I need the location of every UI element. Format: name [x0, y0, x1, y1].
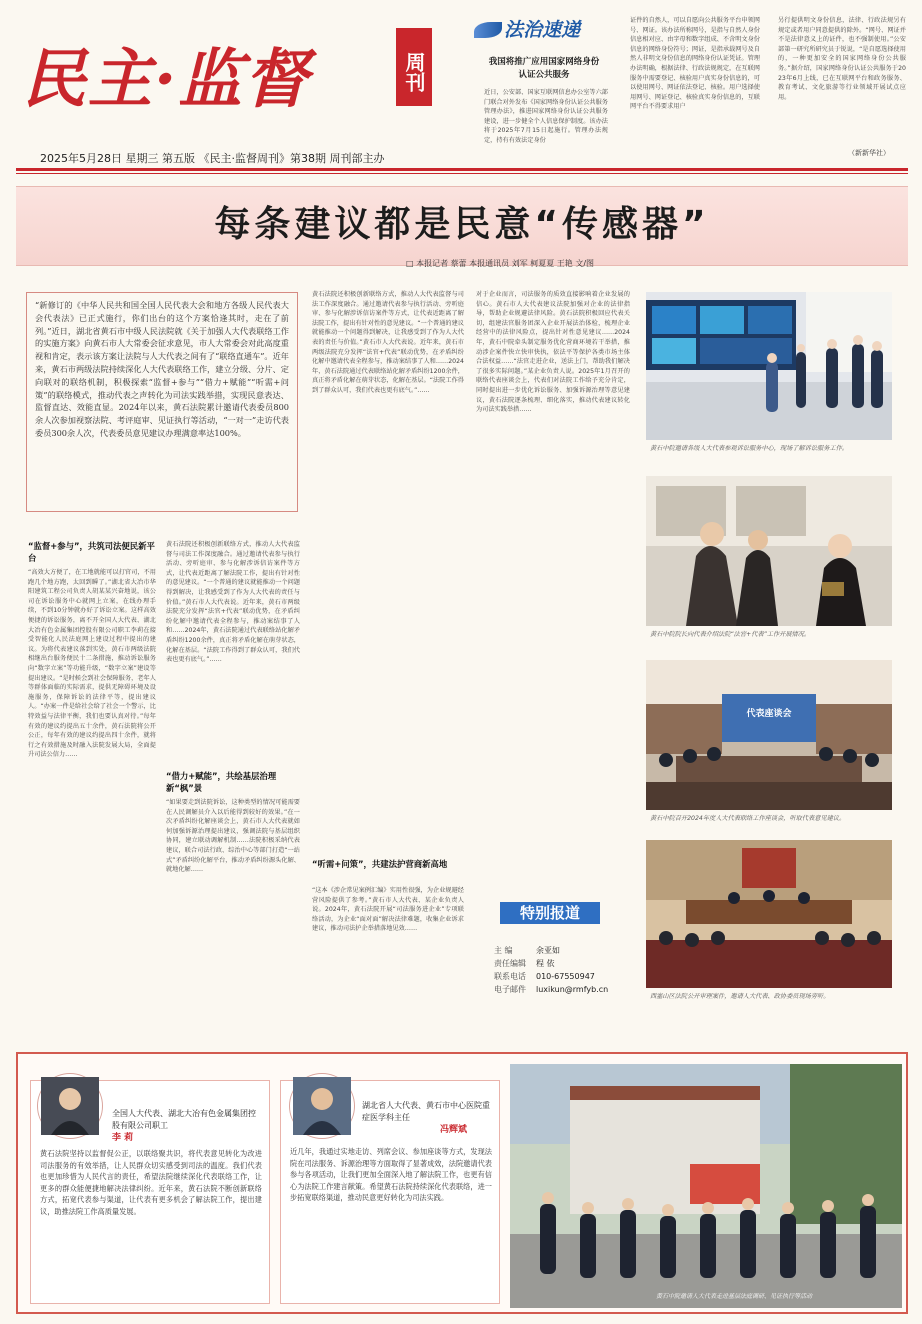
photo-symposium-image: [646, 660, 892, 810]
photo-field-visit-image: [510, 1064, 902, 1308]
feature-title: 每条建议都是民意“传感器”: [214, 204, 710, 245]
profile-left-name: 李 莉: [112, 1133, 134, 1143]
news-column-1: 近日，公安部、国家互联网信息办公室等六部门联合对外发布《国家网络身份认证公共服务管理办法》，推进国家网络身份认证公共服务建设，进一步健全个人信息保护制度。该办法将于2025年7月15日起施行。管理办法规定，持有有效法定身份: [484, 89, 608, 144]
profile-left-quote: 黄石法院坚持以监督促公正，以联络聚共识，将代表意见转化为改进司法服务的有效举措，让人民群众切实感受到司法的温度。我们代表也更加珍惜为人民代言的责任，希望法院继续深化代表联络工作，让更多的群众能便捷地解决法律纠纷。近年来，黄石法院不断创新联络方式，拓宽代表参与渠道，让代表有更多机会了解法院工作，提出建议，助推法院工作高质量发展。: [40, 1149, 262, 1216]
masthead-title: 民主·监督: [22, 42, 311, 117]
section-3-title: “听需+问策”，共建法护营商新高地: [312, 859, 448, 869]
photo-field-visit: [510, 1064, 902, 1308]
photo-court-hearing: [646, 840, 892, 988]
lead-box: [26, 292, 298, 512]
caption-photo-4: 西塞山区法院公开审理案件，邀请人大代表、政协委员现场旁听。: [650, 993, 830, 1000]
avatar-left: [38, 1074, 102, 1138]
news-section-header: [474, 16, 614, 44]
avatar-right: [290, 1074, 354, 1138]
feature-column-4: 对于企业而言，司法服务的质效直接影响着企业发展的信心。黄石市人大代表建议法院加强对企业的法律指导，帮助企业规避法律风险。黄石法院积极回应代表关切，组建法官服务团深入企业开展法治体检，梳理企业经营中的法律风险点，提出针对性意见建议……2024年，黄石中院牵头制定服务优化营商环境若干举措，推动涉企案件快立快审快执，依法平等保护各类市场主体合法权益……“法官走进企业，送法上门，帮助我们解决了很多实际问题。”某企业负责人说。2025年1月召开的联络代表座谈会上，代表们对法院工作给予充分肯定，同时提出进一步优化诉讼服务、加强诉源治理等意见建议，黄石法院逐条梳理、细化落实，推动代表建议转化为司法实践举措……: [476, 291, 630, 414]
contact-editor: 主 编 余亚如: [494, 946, 560, 955]
profile-left-title: 全国人大代表、湖北大冶有色金属集团控股有限公司职工: [112, 1109, 256, 1130]
news-section-label: 法治速递: [504, 19, 581, 41]
section-3-text: “这本《涉企常见案例汇编》实用性很强，为企业规避经营风险提供了参考。”黄石市人大代表、某企业负责人说。2024年，黄石法院开展“司法服务进企业”专项联络活动，为企业“面对面”解决法律难题，收集企业诉求建议，推动司法护企举措落地见效……: [312, 887, 464, 933]
swoosh-icon: [474, 22, 502, 38]
feature-byline: □ 本报记者 蔡蕾 本报通讯员 刘军 柯夏夏 王艳 文/图: [405, 259, 595, 268]
news-column-3: 另行提供明文身份信息，法律、行政法规另有规定或者用户同意提供的除外。“网号、网证并不是法律意义上的证件，也不强制使用。”公安部第一研究所研究员于锐说，“是自愿选择使用的，一种更加安全的国家网络身份公共服务。”据介绍，国家网络身份认证公共服务于2023年6月上线，已在互联网平台和政务服务、教育考试、文化旅游等行业领域开展试点应用。: [778, 17, 906, 101]
caption-photo-2: 黄石中院院长向代表介绍法院“法官+代表”工作开展情况。: [650, 631, 811, 638]
symposium-screen-label: 代表座谈会: [746, 709, 792, 719]
top-rule: [16, 168, 908, 171]
lead-paragraph: “新修订的《中华人民共和国全国人民代表大会和地方各级人民代表大会代表法》已正式施行，你们出台的这个方案恰逢其时，走在了前列。”近日，湖北省黄石市中级人民法院就《关于加强人大代表联络工作的实施方案》向黄石市人大常委会征求意见，市人大常委会对此高度重视和肯定，表示该方案让法院与人大代表之间有了“联络直通车”。近年来，黄石市两级法院持续深化人大代表联络工作，建立分级、分片、定向联对的联络机制，积极探索“监督+参与”“借力+赋能”“听需+问策”的联络模式，推动代表之声转化为司法实践举措，实现民意表达、监督直达、效能直显。2024年以来，黄石法院累计邀请代表委员800余人次参加视察法院、考评庭审、见证执行等活动，“一对一”走访代表委员300余人次，代表委员意见建议办理满意率达100%。: [35, 300, 289, 438]
photo-judge-introduction-image: [646, 476, 892, 626]
weekly-badge: 周刊: [396, 28, 432, 106]
section-2-title: “借力+赋能”，共绘基层治理新“枫”景: [166, 771, 277, 793]
news-source: （新新华社）: [848, 149, 890, 157]
caption-photo-1: 黄石中院邀请各级人大代表参观诉讼服务中心，现场了解诉讼服务工作。: [650, 445, 848, 452]
photo-court-hearing-image: [646, 840, 892, 988]
section-2-text: “如果要走到法院诉讼，这种类型的情况可能需要在人民调解员介入以后能得到较好的效果。”在一次矛盾纠纷化解座谈会上，黄石市人大代表就如何加强诉源治理提出建议，强调法院与基层组织协同，建立联动调解机制……法院积极采纳代表建议，联合司法行政、综治中心等部门打造“一站式”矛盾纠纷化解平台，推动矛盾纠纷源头化解、就地化解……: [166, 799, 300, 874]
section-1-text: “高效大方便了，在工地就能可以打官司，不用跑几个地方跑，太回到瞬了。”湖北省大冶市华阳建筑工程公司负责人胡某某兴奋地说，该公司在诉讼服务中心就网上立案，在线办理手续，不到10分钟就办好了诉讼立案。这样高效便捷的诉讼服务，离不开全国人大代表、湖北大冶有色金属集团控股有限公司职工李莉在接受智能化人民法庭网上建设过程中提出的建议。为将代表建议落到实处，黄石市两级法院相继出台服务便民十二条措施，推动诉讼服务向“数字立案”等功能升级，“数字立案”建设等提出建议。“是时候会到社会保障服务，老年人等群体面临的实际需求，提供无障碍环境及设施服务，保障诉讼的法律平等，提出建议人。“办案一件是给社会给了社会一个警示，比特效益与法律平衡，我们也要认真对待。”每年有效的建议约提出五十余件，黄石法院将公开公正，每年有效的建议约提出四十余件，就将行之有效措施及时融入法院发展大局，全面提升司法公信力……: [28, 569, 156, 759]
top-rule-thin: [16, 173, 908, 174]
contact-responsible-editor: 责任编辑 程 依: [494, 959, 555, 968]
contact-info: [494, 944, 640, 996]
section-1-continued: 黄石法院还积极创新联络方式，推动人大代表监督与司法工作深度融合。通过邀请代表参与执行活动、旁听庭审、参与化解涉诉信访案件等方式，让代表近距离了解法院工作，提出有针对性的意见建议。“一个普通的建议就能推动一个问题得到解决，让我感受到了作为人大代表的责任与价值。”黄石市人大代表说。近年来，黄石市两级法院充分发挥“法官+代表”联动优势，在矛盾纠纷化解中邀请代表全程参与，推动案结事了人和……2024年，黄石法院通过代表联络站化解矛盾纠纷1200余件，真正将矛盾化解在萌芽状态，化解在基层。“法院工作得到了群众认可，我们代表也更有底气。”……: [166, 541, 300, 664]
feature-column-3: 黄石法院还积极创新联络方式，推动人大代表监督与司法工作深度融合。通过邀请代表参与执行活动、旁听庭审、参与化解涉诉信访案件等方式，让代表近距离了解法院工作，提出有针对性的意见建议。“一个普通的建议就能推动一个问题得到解决，让我感受到了作为人大代表的责任与价值。”黄石市人大代表说。近年来，黄石市两级法院充分发挥“法官+代表”联动优势，在矛盾纠纷化解中邀请代表全程参与，推动案结事了人和……2024年，黄石法院通过代表联络站化解矛盾纠纷1200余件，真正将矛盾化解在萌芽状态，化解在基层。“法院工作得到了群众认可，我们代表也更有底气。”……: [312, 291, 464, 394]
profile-right-quote: 近几年，我通过实地走访、列席会议、参加座谈等方式，发现法院在司法服务、诉源治理等方面取得了显著成效，法院邀请代表参与各项活动，让我们更加全面深入地了解法院工作，也更有信心为法院工作建言献策。希望黄石法院持续深化代表联络，进一步拓宽联络渠道，推动民意更好转化为司法实践。: [290, 1147, 492, 1203]
profile-right-title: 湖北省人大代表、黄石市中心医院重症医学科主任: [362, 1101, 490, 1122]
caption-field-visit: 黄石中院邀请人大代表走进基层法庭调研、见证执行等活动: [656, 1293, 813, 1300]
section-1-title: “监督+参与”，共筑司法便民新平台: [28, 541, 155, 563]
person-avatar-right-image: [293, 1077, 351, 1135]
news-column-2: 证件的自然人，可以自愿向公共服务平台申领网号、网证。该办法所称网号，是指与自然人身份信息相对应、由字母和数字组成、不含明文身份信息的网络身份符号；网证，是指承载网号及自然人非明文身份信息的网络身份认证凭证。管理办法明确，根据法律、行政法规规定，在互联网服务中需要登记、核验用户真实身份信息的，可以使用网号、网证依法登记、核验。用户选择使用网号、网证登记、核验真实身份信息的，互联网平台不得要求用户: [630, 17, 760, 111]
photo-service-center-image: [646, 292, 892, 440]
special-report-tag: 特别报道: [500, 902, 600, 924]
contact-phone: 联系电话 010-67550947: [494, 972, 595, 981]
profile-right-name: 冯辉斌: [440, 1125, 468, 1135]
dateline: 2025年5月28日 星期三 第五版 《民主·监督周刊》第38期 周刊部主办: [40, 152, 385, 165]
photo-service-center: [646, 292, 892, 440]
contact-email: 电子邮件 luxikun@rmfyb.cn: [494, 985, 609, 994]
photo-symposium: [646, 660, 892, 810]
caption-photo-3: 黄石中院召开2024年度人大代表联络工作座谈会，听取代表意见建议。: [650, 815, 846, 822]
photo-judge-introduction: [646, 476, 892, 626]
person-avatar-left-image: [41, 1077, 99, 1135]
news-headline: 我国将推广应用国家网络身份认证公共服务: [488, 57, 600, 80]
